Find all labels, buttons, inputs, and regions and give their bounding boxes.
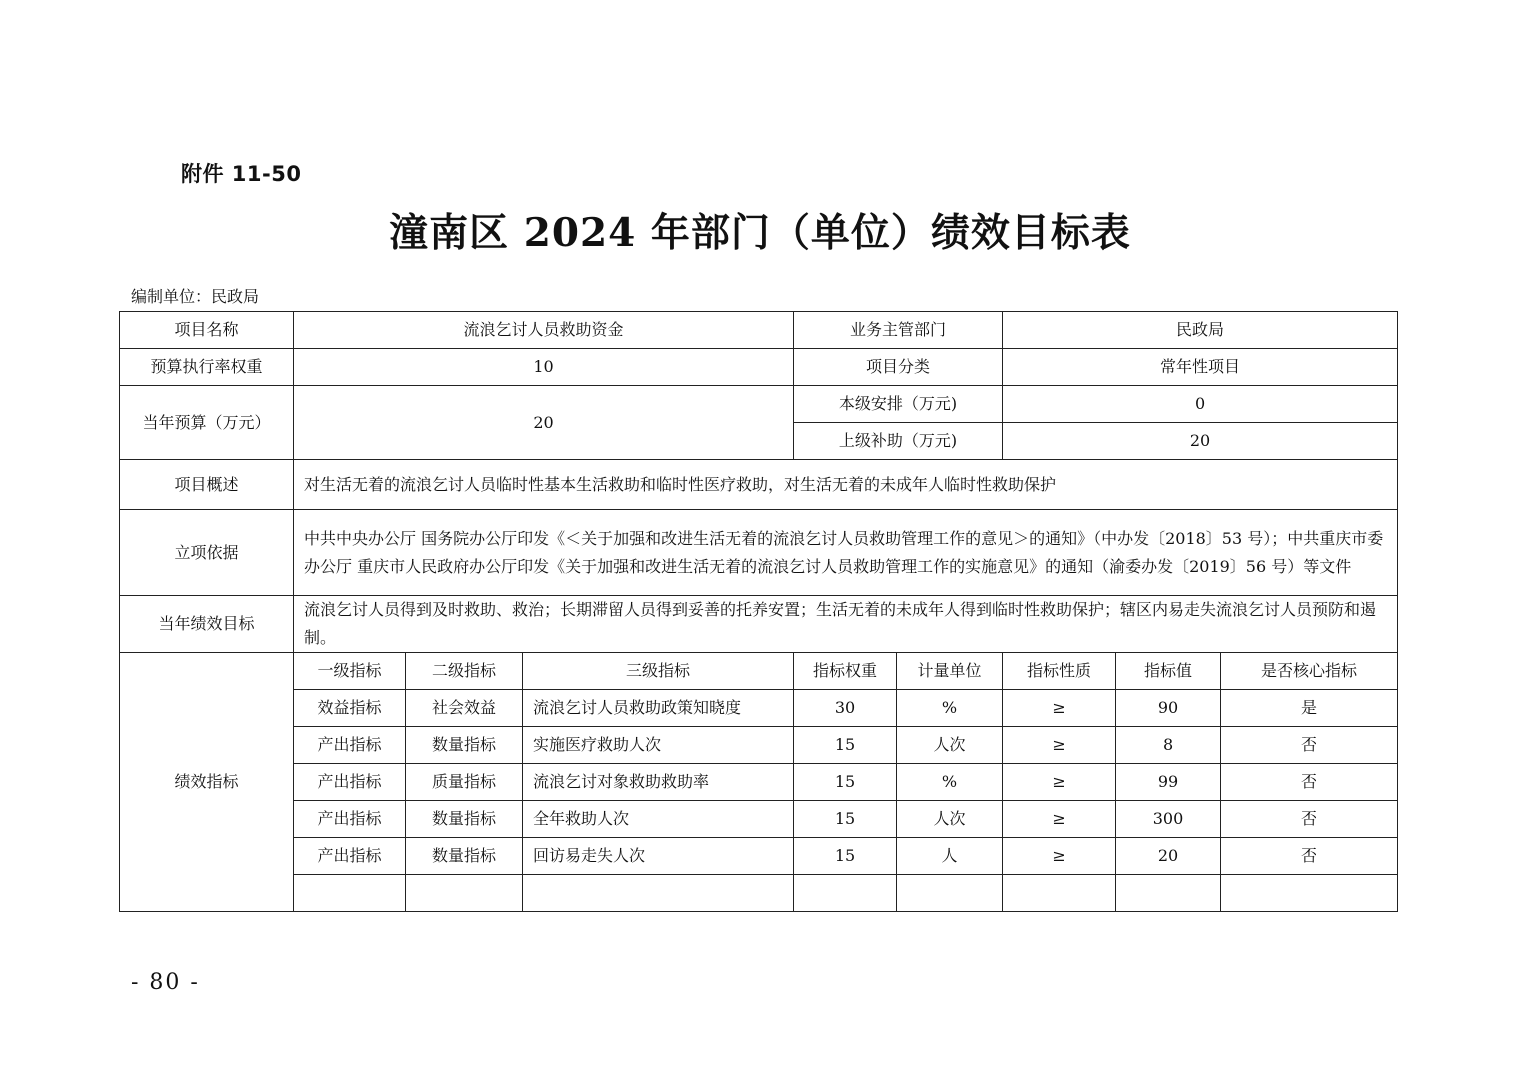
header-core: 是否核心指标 [1221,653,1398,690]
project-name-row [120,312,1398,349]
level1-cell: 产出指标 [294,764,406,801]
unit-cell: 人 [897,838,1003,875]
local-allocation-value: 0 [1003,386,1398,423]
basis-row [120,510,1398,596]
indicator-row [120,764,1398,801]
empty-cell [1003,875,1116,912]
core-cell: 是 [1221,690,1398,727]
level2-cell: 社会效益 [406,690,523,727]
value-cell: 99 [1116,764,1221,801]
empty-cell [523,875,794,912]
weight-cell: 15 [794,764,897,801]
core-cell: 否 [1221,727,1398,764]
department-label: 业务主管部门 [794,312,1003,349]
indicators-section-label: 绩效指标 [120,653,294,912]
level3-cell: 流浪乞讨人员救助政策知晓度 [523,690,794,727]
budget-weight-value: 10 [294,349,794,386]
indicator-header-row [120,653,1398,690]
level3-cell: 回访易走失人次 [523,838,794,875]
empty-indicator-row [120,875,1398,912]
header-nature: 指标性质 [1003,653,1116,690]
nature-cell: ≥ [1003,838,1116,875]
header-value: 指标值 [1116,653,1221,690]
nature-cell: ≥ [1003,727,1116,764]
unit-cell: % [897,690,1003,727]
basis-value: 中共中央办公厅 国务院办公厅印发《＜关于加强和改进生活无着的流浪乞讨人员救助管理工作的意见＞的通知》（中办发〔2018〕53 号）；中共重庆市委办公厅 重庆市人民政府办公厅印发《关于加强和改进生活无着的流浪乞讨人员救助管理工作的实施意见》的通知（渝委办发〔2019〕56 号）等文件 [294,510,1398,596]
weight-row [120,349,1398,386]
indicator-row [120,690,1398,727]
core-cell: 否 [1221,764,1398,801]
level1-cell: 效益指标 [294,690,406,727]
header-weight: 指标权重 [794,653,897,690]
weight-cell: 15 [794,727,897,764]
level3-cell: 流浪乞讨对象救助救助率 [523,764,794,801]
empty-cell [897,875,1003,912]
local-allocation-label: 本级安排（万元) [794,386,1003,423]
overview-row [120,460,1398,510]
indicator-row [120,838,1398,875]
higher-subsidy-value: 20 [1003,423,1398,460]
indicator-row [120,727,1398,764]
empty-cell [794,875,897,912]
budget-row-local [120,386,1398,423]
project-name-label: 项目名称 [120,312,294,349]
header-unit: 计量单位 [897,653,1003,690]
level2-cell: 数量指标 [406,838,523,875]
weight-cell: 30 [794,690,897,727]
value-cell: 300 [1116,801,1221,838]
header-level3: 三级指标 [523,653,794,690]
value-cell: 20 [1116,838,1221,875]
empty-cell [1116,875,1221,912]
page-number: - 80 - [131,970,200,995]
weight-cell: 15 [794,801,897,838]
value-cell: 90 [1116,690,1221,727]
level3-cell: 实施医疗救助人次 [523,727,794,764]
nature-cell: ≥ [1003,764,1116,801]
higher-subsidy-label: 上级补助（万元) [794,423,1003,460]
budget-weight-label: 预算执行率权重 [120,349,294,386]
project-category-label: 项目分类 [794,349,1003,386]
basis-label: 立项依据 [120,510,294,596]
nature-cell: ≥ [1003,801,1116,838]
core-cell: 否 [1221,801,1398,838]
overview-label: 项目概述 [120,460,294,510]
department-value: 民政局 [1003,312,1398,349]
goal-row [120,596,1398,653]
value-cell: 8 [1116,727,1221,764]
core-cell: 否 [1221,838,1398,875]
unit-cell: % [897,764,1003,801]
level2-cell: 数量指标 [406,727,523,764]
indicator-row [120,801,1398,838]
unit-cell: 人次 [897,727,1003,764]
header-level2: 二级指标 [406,653,523,690]
weight-cell: 15 [794,838,897,875]
compiling-unit: 编制单位：民政局 [131,287,260,306]
level2-cell: 数量指标 [406,801,523,838]
document-title: 潼南区 2024 年部门（单位）绩效目标表 [389,210,1131,256]
empty-cell [1221,875,1398,912]
overview-value: 对生活无着的流浪乞讨人员临时性基本生活救助和临时性医疗救助，对生活无着的未成年人临时性救助保护 [294,460,1398,510]
level1-cell: 产出指标 [294,727,406,764]
project-name-value: 流浪乞讨人员救助资金 [294,312,794,349]
annual-goal-value: 流浪乞讨人员得到及时救助、救治；长期滞留人员得到妥善的托养安置；生活无着的未成年人得到临时性救助保护；辖区内易走失流浪乞讨人员预防和遏制。 [294,596,1398,653]
level3-cell: 全年救助人次 [523,801,794,838]
empty-cell [294,875,406,912]
attachment-label: 附件 11-50 [181,162,302,186]
header-level1: 一级指标 [294,653,406,690]
annual-budget-label: 当年预算（万元） [120,386,294,460]
project-category-value: 常年性项目 [1003,349,1398,386]
level1-cell: 产出指标 [294,801,406,838]
nature-cell: ≥ [1003,690,1116,727]
annual-goal-label: 当年绩效目标 [120,596,294,653]
performance-target-table [119,311,1398,912]
empty-cell [406,875,523,912]
level1-cell: 产出指标 [294,838,406,875]
level2-cell: 质量指标 [406,764,523,801]
unit-cell: 人次 [897,801,1003,838]
annual-budget-value: 20 [294,386,794,460]
